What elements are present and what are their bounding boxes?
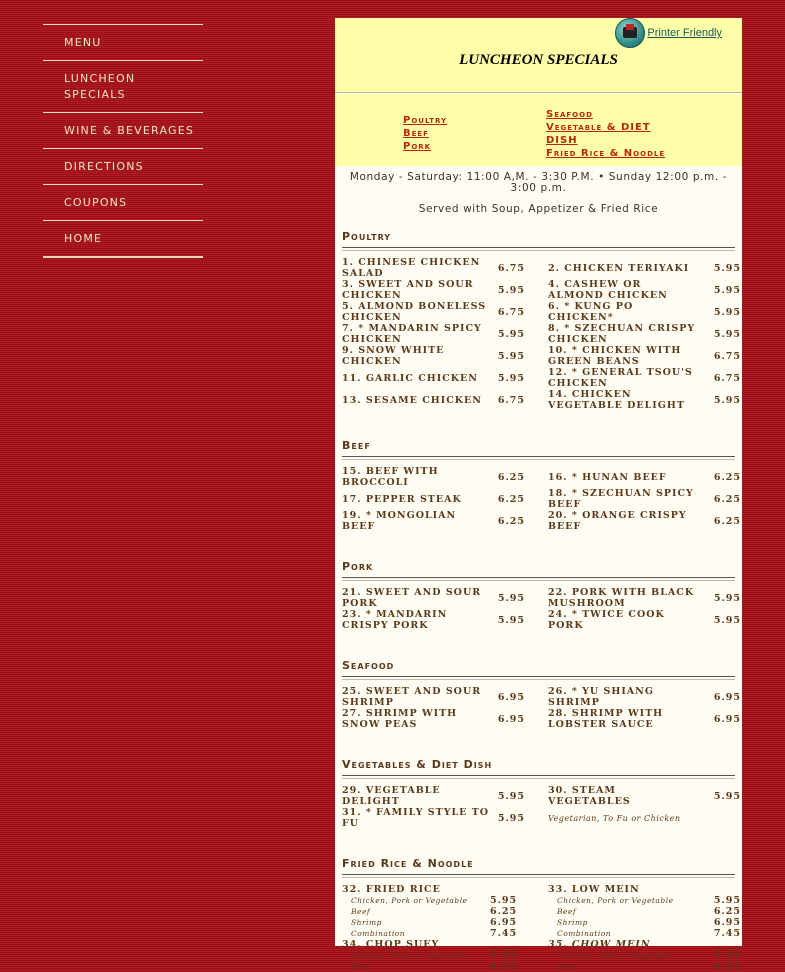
spacer — [516, 961, 548, 972]
menu-item-price: 5.95 — [713, 790, 741, 802]
option-label: Combination — [351, 929, 406, 938]
option-price: 5.95 — [490, 895, 518, 906]
section-links — [335, 94, 742, 166]
menu-item-name: 8. * SZECHUAN CRISPY CHICKEN — [548, 323, 696, 345]
left-nav — [43, 24, 203, 258]
menu-item-price — [698, 807, 741, 829]
spacer — [516, 928, 548, 939]
menu-item-name: 21. SWEET AND SOUR PORK — [342, 587, 482, 609]
menu-item-price: 5.95 — [713, 394, 741, 406]
menu-item-name: 27. SHRIMP WITH SNOW PEAS — [342, 708, 458, 730]
menu-item-price: 5.95 — [713, 592, 741, 604]
menu-item-name: 34. CHOP SUEY — [342, 939, 440, 950]
printer-friendly-link[interactable] — [615, 18, 722, 48]
menu-item-name: 13. SESAME CHICKEN — [342, 394, 482, 406]
menu-item-name: 28. SHRIMP WITH LOBSTER SAUCE — [548, 708, 664, 730]
link-poultry[interactable]: Poultry — [403, 115, 448, 126]
menu-item-name: 30. STEAM VEGETABLES — [548, 785, 631, 807]
menu-grid — [342, 785, 741, 829]
menu-item-price: 5.95 — [713, 262, 741, 274]
spacer — [698, 939, 741, 950]
section-title: Poultry — [342, 230, 392, 243]
menu-item-price: 5.95 — [713, 614, 741, 626]
link-pork[interactable]: Pork — [403, 141, 432, 152]
menu-item-name: 1. CHINESE CHICKEN SALAD — [342, 257, 481, 279]
menu-grid — [342, 257, 741, 411]
menu-item-name: 32. FRIED RICE — [342, 884, 441, 895]
menu-item-price: 6.95 — [497, 713, 525, 725]
nav-item-directions[interactable]: DIRECTIONS — [64, 160, 144, 173]
option-price: 6.25 — [713, 906, 741, 917]
section-title: Pork — [342, 560, 374, 573]
menu-item-name: 4. CASHEW OR ALMOND CHICKEN — [548, 279, 668, 301]
option-price: 5.95 — [713, 895, 741, 906]
menu-item-name: 31. * FAMILY STYLE TO FU — [342, 807, 490, 829]
menu-item-price: 5.95 — [497, 790, 525, 802]
nav-item-wine-beverages[interactable]: WINE & BEVERAGES — [64, 124, 195, 137]
option-label: Beef — [351, 907, 371, 916]
menu-item-price: 6.25 — [497, 471, 525, 483]
menu-item-name: 10. * CHICKEN WITH GREEN BEANS — [548, 345, 682, 367]
section-divider — [342, 250, 735, 251]
menu-item-name: 11. GARLIC CHICKEN — [342, 372, 478, 384]
printer-icon[interactable] — [615, 18, 645, 48]
spacer — [516, 884, 548, 895]
spacer — [490, 939, 516, 950]
menu-item-name: 15. BEEF WITH BROCCOLI — [342, 466, 439, 488]
nav-divider — [43, 256, 203, 258]
menu-item-name: 19. * MONGOLIAN BEEF — [342, 510, 457, 532]
menu-item-name: 16. * HUNAN BEEF — [548, 471, 667, 483]
option-label: Chicken, Pork or Vegetable — [351, 896, 468, 905]
menu-item-price: 6.25 — [713, 515, 741, 527]
option-label: Combination — [557, 929, 612, 938]
option-price: 6.95 — [490, 917, 518, 928]
section-divider — [342, 456, 735, 457]
menu-item-name: 14. CHICKEN VEGETABLE DELIGHT — [548, 389, 685, 411]
menu-item-price: 6.25 — [497, 493, 525, 505]
spacer — [490, 884, 516, 895]
menu-item-price: 6.75 — [497, 306, 525, 318]
section-divider — [342, 778, 735, 779]
option-label: Shrimp — [557, 918, 588, 927]
nav-item-coupons[interactable]: COUPONS — [64, 196, 128, 209]
menu-item-name: 26. * YU SHIANG SHRIMP — [548, 686, 654, 708]
option-label: Shrimp — [351, 918, 382, 927]
menu-item-name: 22. PORK WITH BLACK MUSHROOM — [548, 587, 695, 609]
section-divider — [342, 676, 735, 677]
menu-item-price: 5.95 — [497, 284, 525, 296]
nav-item-luncheon-specials[interactable]: LUNCHEON SPECIALS — [64, 72, 136, 101]
menu-item-price: 6.95 — [713, 713, 741, 725]
menu-item-price: 6.25 — [713, 471, 741, 483]
printer-friendly-label[interactable]: Printer Friendly — [647, 27, 722, 39]
option-label: Beef — [557, 907, 577, 916]
spacer — [516, 950, 548, 961]
option-price: 7.45 — [713, 928, 741, 939]
nav-item-home[interactable]: HOME — [64, 232, 103, 245]
spacer — [516, 895, 548, 906]
page-title: LUNCHEON SPECIALS — [459, 52, 618, 68]
link-vegetable-diet[interactable]: Vegetable & DIET DISH — [546, 122, 651, 146]
menu-item-price: 5.95 — [713, 306, 741, 318]
option-label: Chicken, Pork or Vegetable — [557, 896, 674, 905]
link-beef[interactable]: Beef — [403, 128, 429, 139]
menu-item-name: 2. CHICKEN TERIYAKI — [548, 262, 690, 274]
served-with-text: Served with Soup, Appetizer & Fried Rice — [418, 203, 659, 215]
option-price: 6.25 — [490, 906, 518, 917]
nav-item-menu[interactable]: MENU — [64, 36, 102, 49]
menu-item-price: 6.75 — [713, 372, 741, 384]
section-divider — [342, 577, 735, 578]
menu-item-price: 6.95 — [497, 691, 525, 703]
page-header — [335, 18, 742, 93]
menu-item-name: 33. LOW MEIN — [548, 884, 640, 895]
menu-item-name: 24. * TWICE COOK PORK — [548, 609, 665, 631]
section-divider — [342, 775, 735, 776]
menu-panel — [335, 18, 742, 972]
menu-item-price: 5.95 — [497, 328, 525, 340]
menu-item-name: Vegetarian, To Fu or Chicken — [548, 813, 681, 823]
fried-rice-grid — [342, 884, 741, 972]
section-poultry — [342, 230, 741, 411]
spacer — [516, 939, 548, 950]
link-fried-rice-noodle[interactable]: Fried Rice & Noodle — [546, 148, 666, 159]
menu-content — [335, 230, 742, 972]
section-divider — [342, 580, 735, 581]
section-fried-rice-noodle — [342, 857, 741, 972]
section-links-left — [403, 114, 447, 153]
menu-item-price: 5.95 — [497, 372, 525, 384]
menu-item-price: 5.95 — [713, 328, 741, 340]
menu-item-price: 6.75 — [497, 262, 525, 274]
option-price: 6.95 — [713, 917, 741, 928]
menu-item-name: 6. * KUNG PO CHICKEN* — [548, 301, 634, 323]
menu-grid — [342, 587, 741, 631]
menu-item-price: 6.75 — [713, 350, 741, 362]
menu-item-name: 18. * SZECHUAN SPICY BEEF — [548, 488, 694, 510]
menu-item-name: 17. PEPPER STEAK — [342, 493, 462, 505]
section-divider — [342, 679, 735, 680]
menu-grid — [342, 466, 741, 532]
section-divider — [342, 874, 735, 875]
option-price: 6.25 — [713, 961, 741, 972]
option-label: Chicken, Pork or Vegetable — [557, 951, 674, 960]
section-seafood — [342, 659, 741, 730]
spacer — [516, 917, 548, 928]
option-price: 5.95 — [713, 950, 741, 961]
spacer — [516, 906, 548, 917]
section-beef — [342, 439, 741, 532]
menu-item-name: 12. * GENERAL TSOU'S CHICKEN — [548, 367, 693, 389]
menu-item-price: 5.95 — [497, 614, 525, 626]
section-links-right — [546, 108, 666, 160]
option-price: 5.95 — [490, 950, 518, 961]
section-vegetables-diet — [342, 758, 741, 829]
menu-item-name: 9. SNOW WHITE CHICKEN — [342, 345, 445, 367]
option-label: Beef — [351, 962, 371, 971]
menu-item-name: 29. VEGETABLE DELIGHT — [342, 785, 441, 807]
menu-item-price: 6.95 — [713, 691, 741, 703]
option-label: Beef — [557, 962, 577, 971]
section-divider — [342, 877, 735, 878]
section-divider — [342, 459, 735, 460]
section-pork — [342, 560, 741, 631]
section-divider — [342, 247, 735, 248]
menu-item-price: 5.95 — [713, 284, 741, 296]
menu-item-name: 20. * ORANGE CRISPY BEEF — [548, 510, 687, 532]
option-label: Chicken, Pork or Vegetable — [351, 951, 468, 960]
section-title: Seafood — [342, 659, 395, 672]
menu-item-name: 23. * MANDARIN CRISPY PORK — [342, 609, 448, 631]
menu-item-price: 6.25 — [713, 493, 741, 505]
menu-item-name: 35. CHOW MEIN — [548, 939, 651, 950]
menu-item-name: 3. SWEET AND SOUR CHICKEN — [342, 279, 474, 301]
menu-item-name: 5. ALMOND BONELESS CHICKEN — [342, 301, 487, 323]
menu-item-price: 6.25 — [497, 515, 525, 527]
menu-item-price: 6.75 — [497, 394, 525, 406]
menu-item-price: 5.95 — [497, 812, 525, 824]
option-price: 7.45 — [490, 928, 518, 939]
menu-item-price: 5.95 — [497, 592, 525, 604]
link-seafood[interactable]: Seafood — [546, 109, 593, 120]
menu-item-name: 7. * MANDARIN SPICY CHICKEN — [342, 323, 482, 345]
spacer — [698, 884, 741, 895]
menu-item-name: 25. SWEET AND SOUR SHRIMP — [342, 686, 482, 708]
hours-text: Monday - Saturday: 11:00 A,M. - 3:30 P.M. • Sunday 12:00 p.m. - 3:00 p.m. — [349, 171, 728, 194]
option-price: 6.25 — [490, 961, 518, 972]
section-title: Vegetables & Diet Dish — [342, 758, 493, 771]
menu-item-price: 5.95 — [497, 350, 525, 362]
section-title: Fried Rice & Noodle — [342, 857, 474, 870]
section-title: Beef — [342, 439, 371, 452]
menu-grid — [342, 686, 741, 730]
